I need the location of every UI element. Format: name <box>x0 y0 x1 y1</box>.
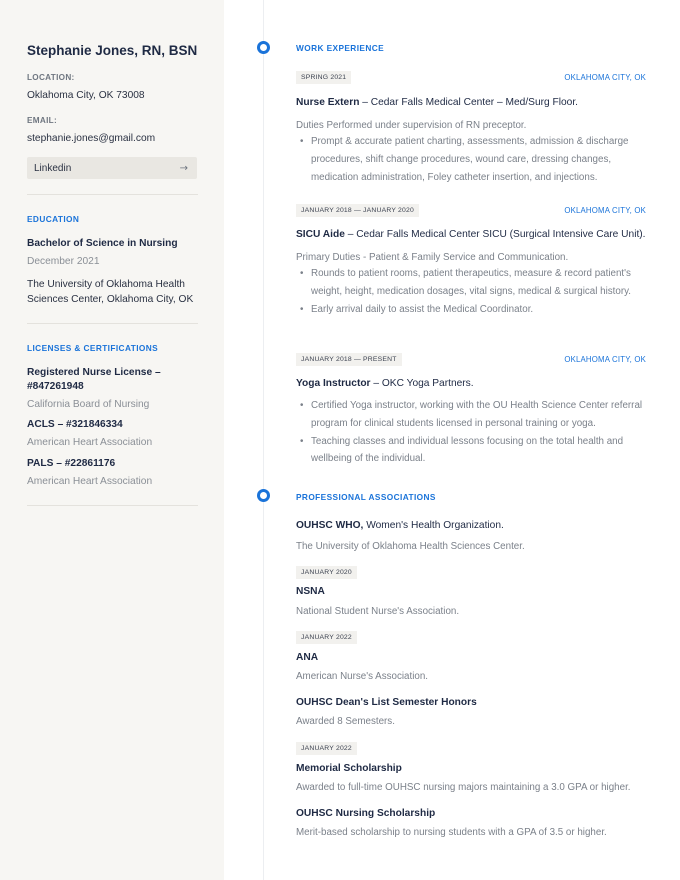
sidebar-divider <box>27 505 198 506</box>
job-role: Yoga Instructor <box>296 378 371 389</box>
association-date: JANUARY 2022 <box>296 742 357 755</box>
job-bullets <box>296 397 648 468</box>
association-desc: National Student Nurse's Association. <box>296 606 460 617</box>
timeline-dot-icon <box>257 489 270 502</box>
licenses-heading: LICENSES & CERTIFICATIONS <box>27 343 159 353</box>
association-title: Memorial Scholarship <box>296 763 402 774</box>
list-item: • Teaching classes and individual lessons focusing on the total health and wellbeing of the individual. <box>296 433 648 469</box>
association-desc: American Nurse's Association. <box>296 671 429 682</box>
candidate-name: Stephanie Jones, RN, BSN <box>27 43 198 58</box>
license-issuer: American Heart Association <box>27 476 153 487</box>
association-title: NSNA <box>296 586 325 597</box>
job-org: – Cedar Falls Medical Center SICU (Surgical Intensive Care Unit). <box>344 229 646 240</box>
job-title <box>296 378 474 389</box>
job-bullets <box>296 265 648 318</box>
list-item: • Early arrival daily to assist the Medical Coordinator. <box>296 301 648 319</box>
arrow-right-icon: → <box>179 162 188 174</box>
association-title: OUHSC Dean's List Semester Honors <box>296 697 477 708</box>
linkedin-button[interactable] <box>27 157 197 179</box>
association-title: OUHSC Nursing Scholarship <box>296 808 436 819</box>
job-title <box>296 97 578 108</box>
job-title <box>296 229 646 240</box>
job-bullets <box>296 133 648 186</box>
association-name-rest: Women's Health Organization. <box>363 520 504 531</box>
linkedin-label: Linkedin <box>34 162 72 174</box>
sidebar-divider <box>27 323 198 324</box>
license-title: ACLS – #321846334 <box>27 419 123 430</box>
license-issuer: American Heart Association <box>27 437 153 448</box>
association-desc: Awarded 8 Semesters. <box>296 716 395 727</box>
association-desc: The University of Oklahoma Health Sciences Center. <box>296 541 525 552</box>
job-location: OKLAHOMA CITY, OK <box>564 206 646 215</box>
school-name: The University of Oklahoma Health Sciences Center, Oklahoma City, OK <box>27 279 194 305</box>
work-heading: WORK EXPERIENCE <box>296 43 385 53</box>
associations-heading: PROFESSIONAL ASSOCIATIONS <box>296 492 436 502</box>
job-org: – OKC Yoga Partners. <box>370 378 474 389</box>
job-date: JANUARY 2018 — JANUARY 2020 <box>296 204 419 217</box>
license-title: PALS – #22861176 <box>27 458 116 469</box>
association-date: JANUARY 2022 <box>296 631 357 644</box>
timeline-dot-icon <box>257 41 270 54</box>
job-role: Nurse Extern <box>296 97 360 108</box>
association-date: JANUARY 2020 <box>296 566 357 579</box>
sidebar-divider <box>27 194 198 195</box>
location-value: Oklahoma City, OK 73008 <box>27 90 145 101</box>
job-org: – Cedar Falls Medical Center – Med/Surg Floor. <box>359 97 578 108</box>
association-desc: Merit-based scholarship to nursing students with a GPA of 3.5 or higher. <box>296 827 607 838</box>
job-location: OKLAHOMA CITY, OK <box>564 73 646 82</box>
license-issuer: California Board of Nursing <box>27 399 150 410</box>
list-item: • Rounds to patient rooms, patient therapeutics, measure & record patient's weight, height, medication dosages, vital signs, medical & surgical history. <box>296 265 648 301</box>
association-title: ANA <box>296 652 319 663</box>
job-summary: Duties Performed under supervision of RN preceptor. <box>296 120 527 131</box>
location-label: LOCATION: <box>27 73 75 82</box>
email-label: EMAIL: <box>27 116 57 125</box>
job-location: OKLAHOMA CITY, OK <box>564 355 646 364</box>
license-title: Registered Nurse License – #847261948 <box>27 367 161 392</box>
email-link[interactable]: stephanie.jones@gmail.com <box>27 133 156 144</box>
job-date: SPRING 2021 <box>296 71 351 84</box>
list-item: • Prompt & accurate patient charting, assessments, admission & discharge procedures, shift change procedures, wound care, dressing changes, medication administration, Foley catheter insertion, and injections. <box>296 133 648 186</box>
job-role: SICU Aide <box>296 229 345 240</box>
list-item: • Certified Yoga instructor, working with the OU Health Science Center referral program for clinical students licensed in personal training or yoga. <box>296 397 648 433</box>
association-desc: Awarded to full-time OUHSC nursing majors maintaining a 3.0 GPA or higher. <box>296 782 631 793</box>
degree-title: Bachelor of Science in Nursing <box>27 238 178 249</box>
timeline-line <box>263 0 264 880</box>
degree-date: December 2021 <box>27 256 100 267</box>
association-name: OUHSC WHO, <box>296 520 364 531</box>
education-heading: EDUCATION <box>27 214 80 224</box>
sidebar <box>0 0 224 880</box>
association-title <box>296 520 504 531</box>
job-date: JANUARY 2018 — PRESENT <box>296 353 402 366</box>
job-summary: Primary Duties - Patient & Family Service and Communication. <box>296 252 569 263</box>
